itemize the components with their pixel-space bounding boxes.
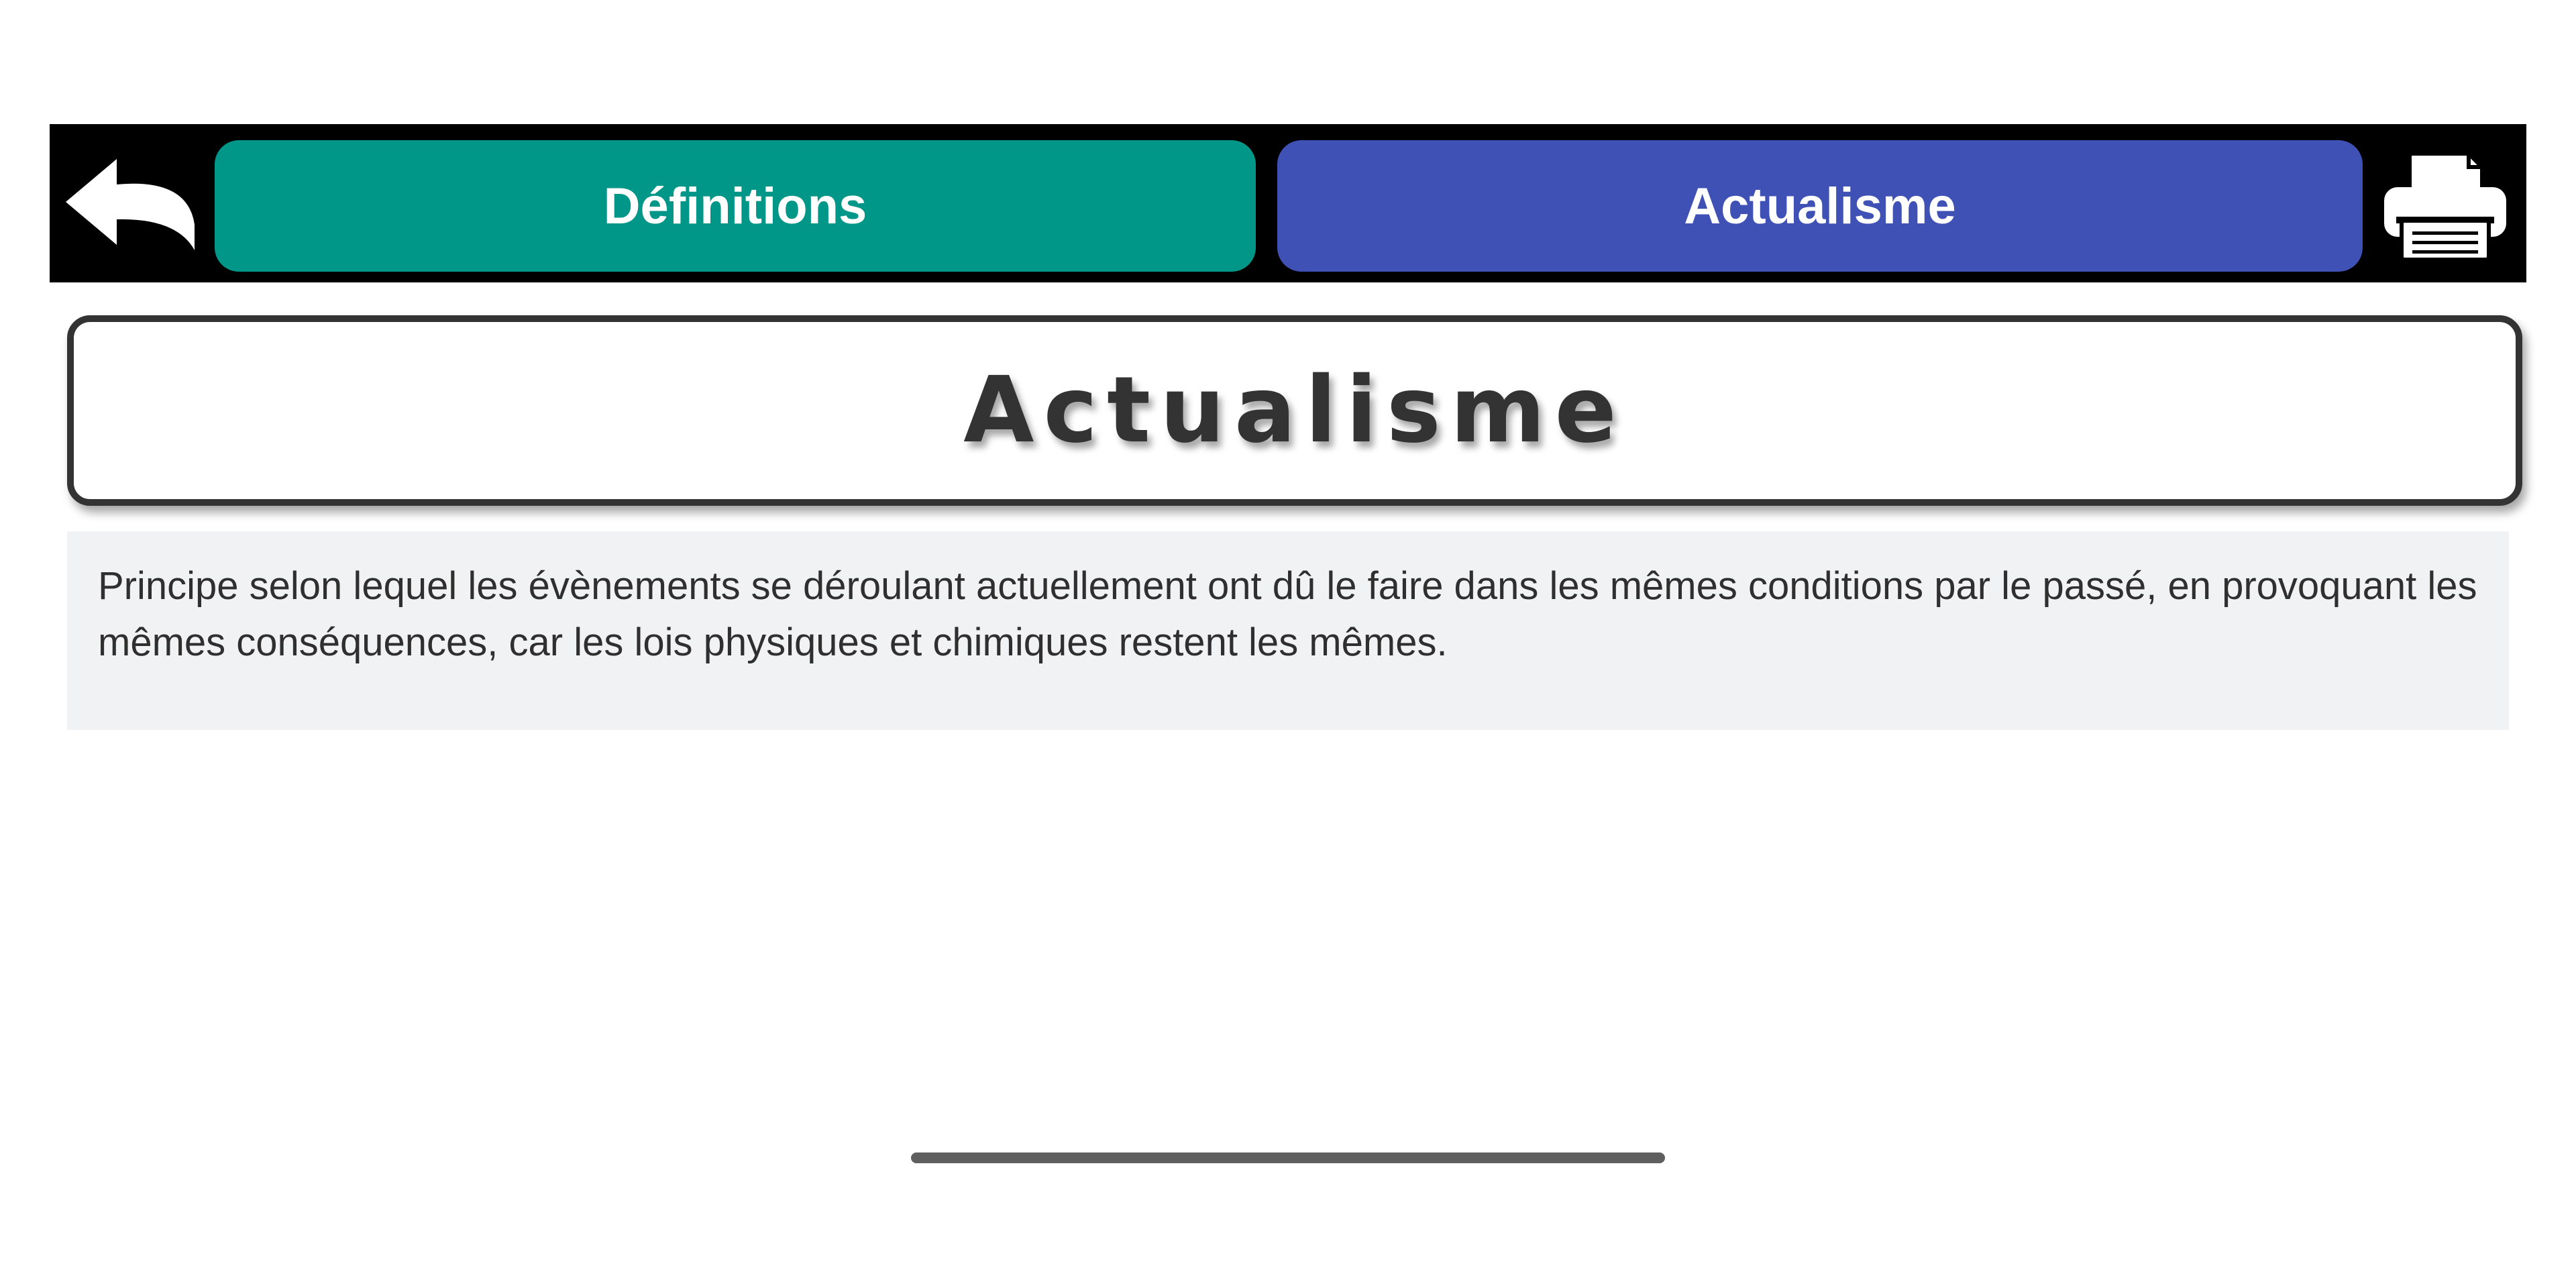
back-arrow-icon: [63, 158, 197, 252]
home-indicator[interactable]: [911, 1152, 1665, 1163]
tab-definitions-label: Définitions: [603, 177, 867, 235]
tab-actualisme-label: Actualisme: [1684, 177, 1956, 235]
tab-actualisme[interactable]: [1277, 140, 2363, 272]
top-toolbar: [50, 124, 2526, 282]
printer-icon: [2381, 151, 2509, 262]
tab-definitions[interactable]: [215, 140, 1256, 272]
definition-text: Principe selon lequel les évènements se déroulant actuellement ont dû le faire dans les mêmes conditions par le passé, en provoquant les mêmes conséquences, car les lois physiques et chimiques restent les mêmes.: [98, 564, 2477, 664]
title-card: [67, 315, 2522, 506]
page-title: Actualisme: [963, 358, 1626, 464]
definition-panel: [67, 531, 2509, 730]
print-button[interactable]: [2381, 151, 2509, 262]
back-button[interactable]: [63, 158, 197, 252]
